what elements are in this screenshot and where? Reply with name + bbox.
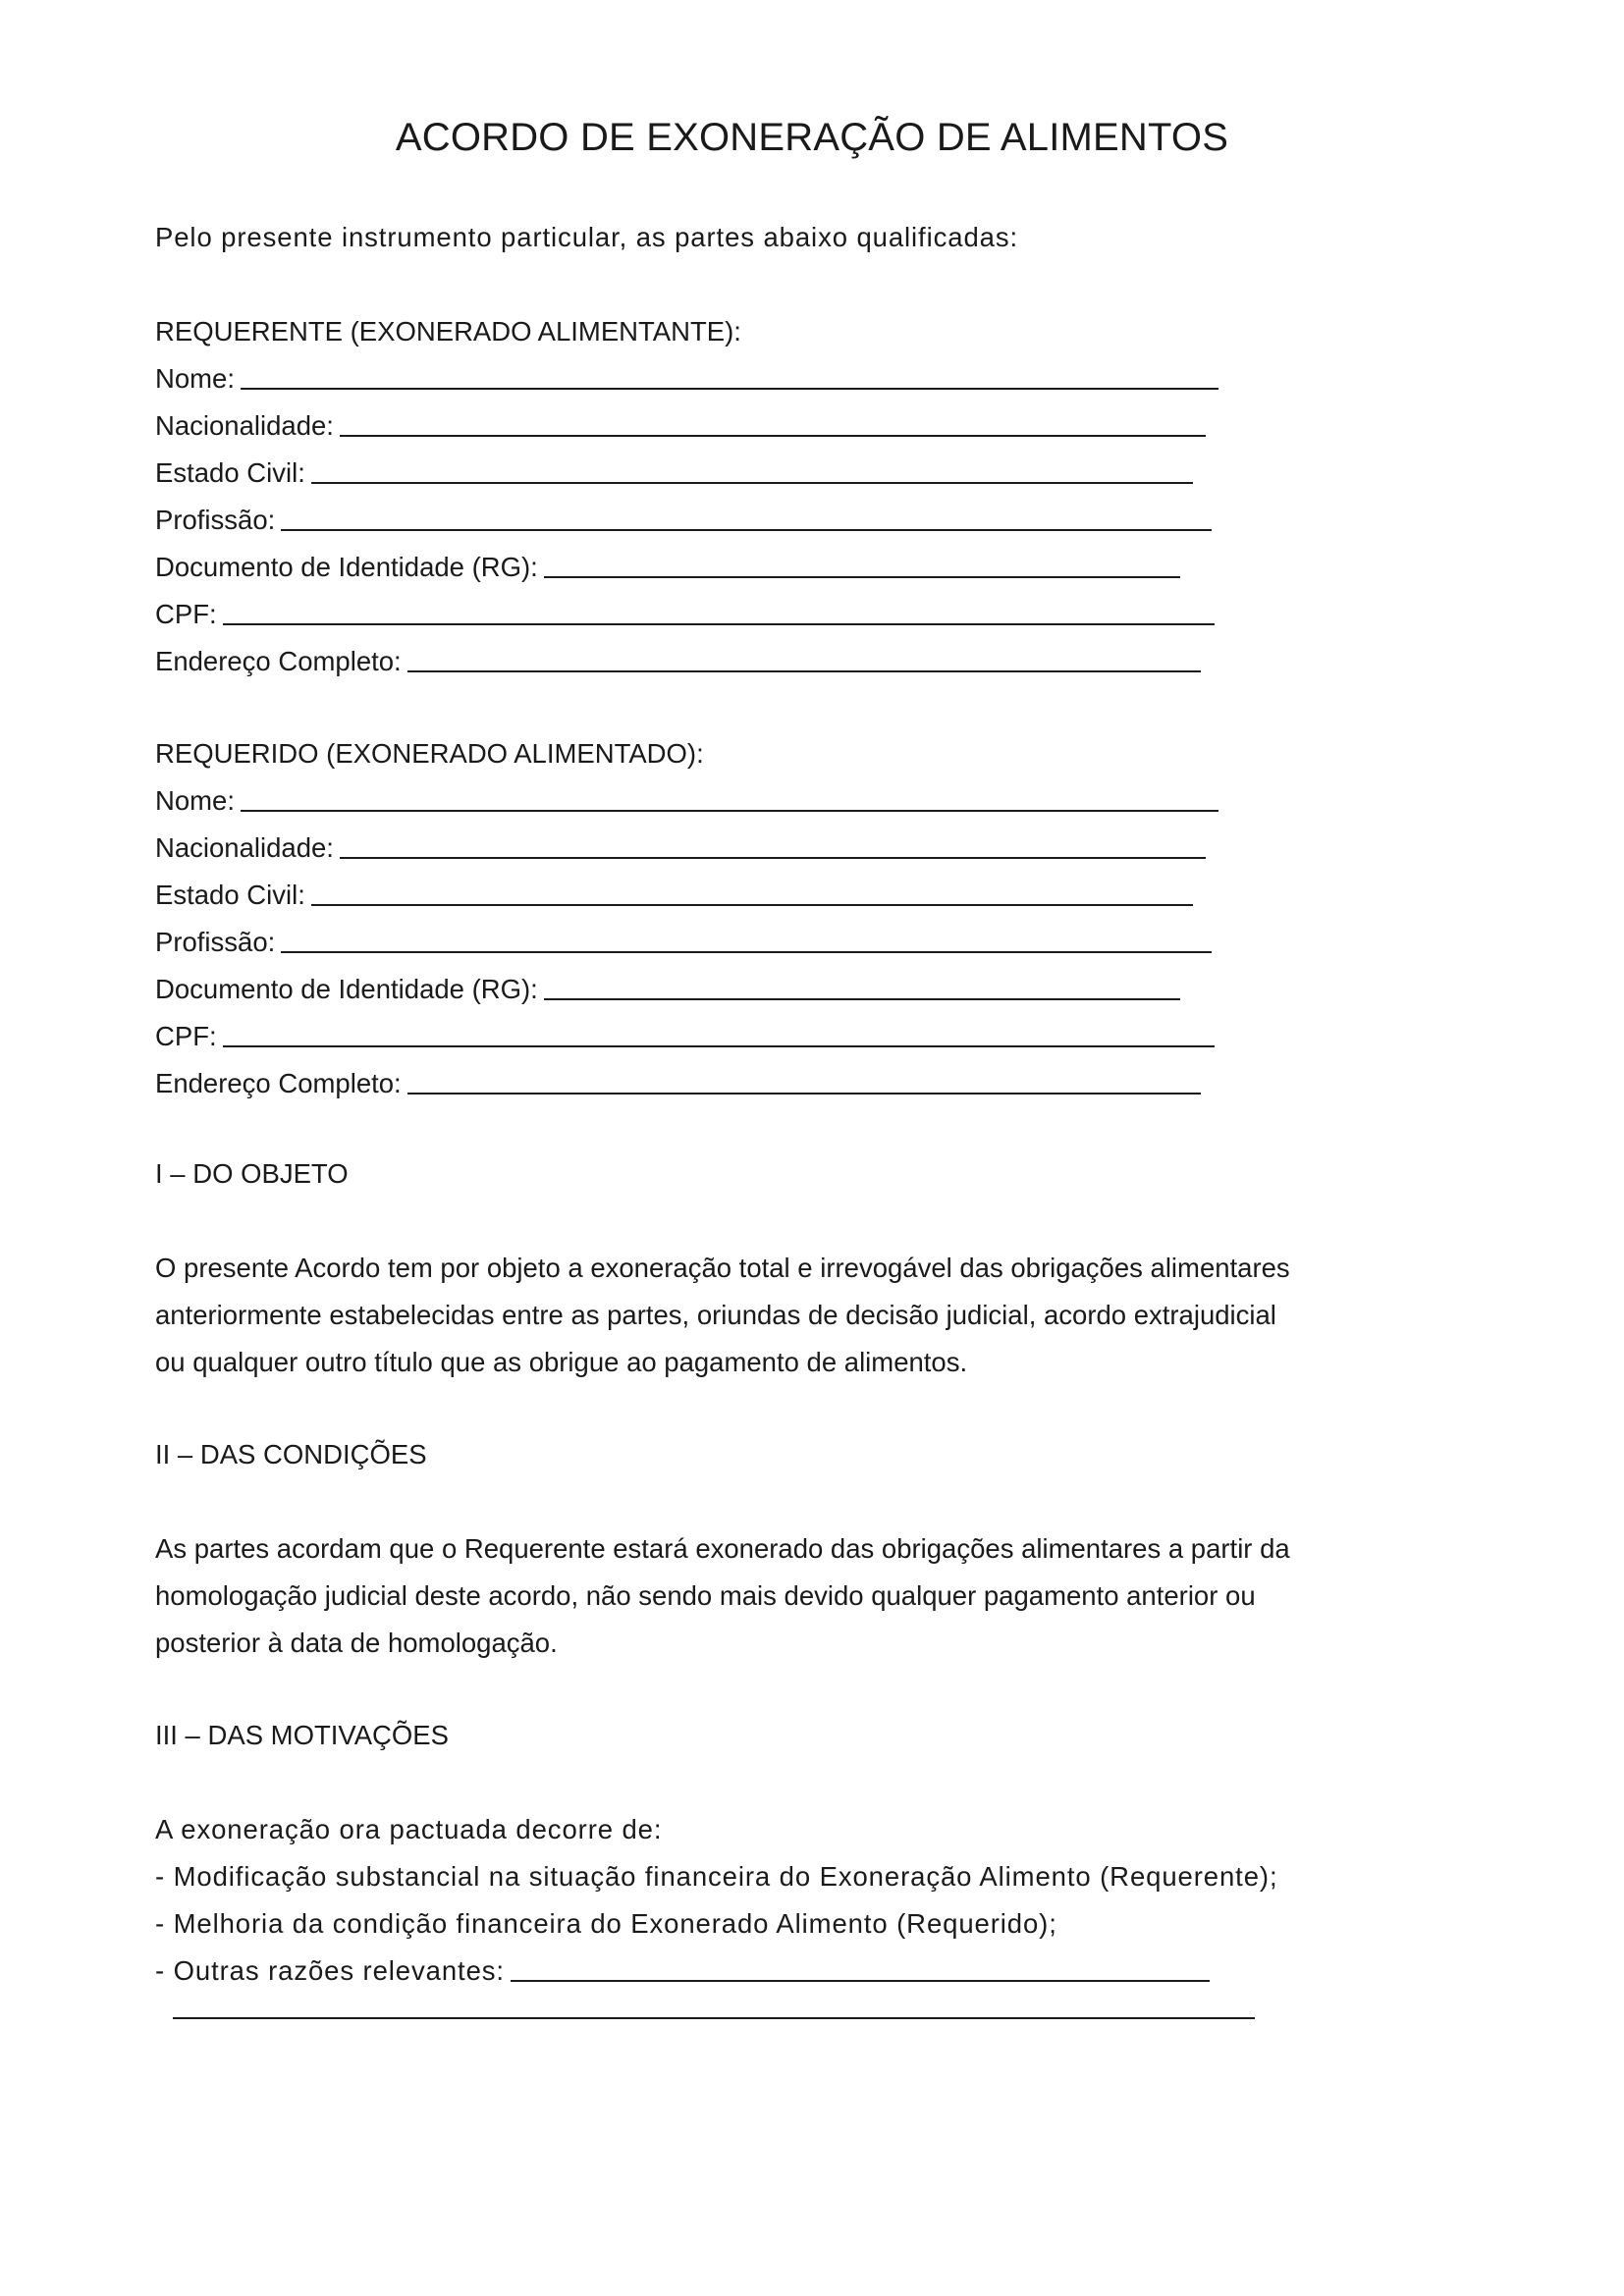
field-label: Documento de Identidade (RG): [155, 552, 538, 582]
field-label: Nome: [155, 785, 235, 816]
requerente-endereco-field[interactable] [155, 644, 1201, 679]
requerente-heading: REQUERENTE (EXONERADO ALIMENTANTE): [155, 316, 741, 347]
field-label: Endereço Completo: [155, 1068, 402, 1098]
requerente-nome-field[interactable] [155, 361, 1218, 397]
field-label: Nacionalidade: [155, 410, 334, 441]
fill-line[interactable] [241, 810, 1218, 812]
fill-line[interactable] [544, 576, 1180, 578]
fill-line[interactable] [281, 951, 1212, 953]
intro-text: Pelo presente instrumento particular, as partes abaixo qualificadas: [155, 222, 1019, 252]
section-condicoes-line-2: homologação judicial deste acordo, não sendo mais devido qualquer pagamento anterior ou [155, 1580, 1256, 1611]
requerente-nacionalidade-field[interactable] [155, 408, 1206, 444]
fill-line[interactable] [407, 670, 1201, 672]
motivacao-item-1: - Modificação substancial na situação financeira do Exoneração Alimento (Requerente); [155, 1861, 1278, 1892]
section-motivacoes-heading: III – DAS MOTIVAÇÕES [155, 1720, 449, 1750]
field-label: Nacionalidade: [155, 832, 334, 863]
field-label: Documento de Identidade (RG): [155, 974, 538, 1004]
section-objeto-heading: I – DO OBJETO [155, 1158, 349, 1189]
section-objeto-line-3: ou qualquer outro título que as obrigue ao pagamento de alimentos. [155, 1347, 968, 1377]
fill-line[interactable] [281, 529, 1212, 531]
requerente-cpf-field[interactable] [155, 597, 1215, 632]
requerente-rg-field[interactable] [155, 550, 1180, 585]
section-condicoes-line-1: As partes acordam que o Requerente estará exonerado das obrigações alimentares a partir da [155, 1533, 1290, 1564]
requerido-estado-civil-field[interactable] [155, 878, 1193, 913]
field-label: Endereço Completo: [155, 646, 402, 676]
fill-line[interactable] [223, 623, 1215, 625]
field-label: Estado Civil: [155, 457, 305, 488]
field-label: CPF: [155, 599, 217, 629]
fill-line[interactable] [340, 857, 1206, 859]
field-label: Profissão: [155, 505, 276, 535]
requerido-endereco-field[interactable] [155, 1066, 1201, 1101]
fill-line[interactable] [223, 1045, 1215, 1047]
requerido-profissao-field[interactable] [155, 925, 1212, 960]
field-label: Profissão: [155, 927, 276, 957]
requerente-estado-civil-field[interactable] [155, 455, 1193, 491]
field-label: Estado Civil: [155, 880, 305, 910]
field-label: CPF: [155, 1021, 217, 1051]
requerido-rg-field[interactable] [155, 972, 1180, 1007]
section-objeto-line-1: O presente Acordo tem por objeto a exoneração total e irrevogável das obrigações alimentares [155, 1253, 1290, 1283]
requerido-nacionalidade-field[interactable] [155, 830, 1206, 866]
requerido-cpf-field[interactable] [155, 1019, 1215, 1054]
fill-line[interactable] [340, 435, 1206, 437]
document-title: ACORDO DE EXONERAÇÃO DE ALIMENTOS [395, 116, 1229, 159]
fill-line[interactable] [241, 388, 1218, 390]
fill-line[interactable] [311, 904, 1193, 906]
motivacao-item-2: - Melhoria da condição financeira do Exonerado Alimento (Requerido); [155, 1908, 1057, 1939]
section-condicoes-heading: II – DAS CONDIÇÕES [155, 1439, 427, 1469]
motivacao-outras-razoes-field[interactable] [155, 1953, 1210, 1989]
motivacao-continuation-line[interactable] [173, 2017, 1255, 2019]
section-condicoes-line-3: posterior à data de homologação. [155, 1628, 558, 1658]
section-motivacoes-intro: A exoneração ora pactuada decorre de: [155, 1814, 663, 1844]
field-label: - Outras razões relevantes: [155, 1955, 505, 1986]
fill-line[interactable] [544, 998, 1180, 1000]
requerido-nome-field[interactable] [155, 783, 1218, 819]
requerente-profissao-field[interactable] [155, 503, 1212, 538]
field-label: Nome: [155, 363, 235, 394]
section-objeto-line-2: anteriormente estabelecidas entre as partes, oriundas de decisão judicial, acordo extrajudicial [155, 1300, 1276, 1330]
requerido-heading: REQUERIDO (EXONERADO ALIMENTADO): [155, 738, 704, 769]
fill-line[interactable] [407, 1093, 1201, 1095]
fill-line[interactable] [311, 482, 1193, 484]
fill-line[interactable] [511, 1980, 1210, 1982]
